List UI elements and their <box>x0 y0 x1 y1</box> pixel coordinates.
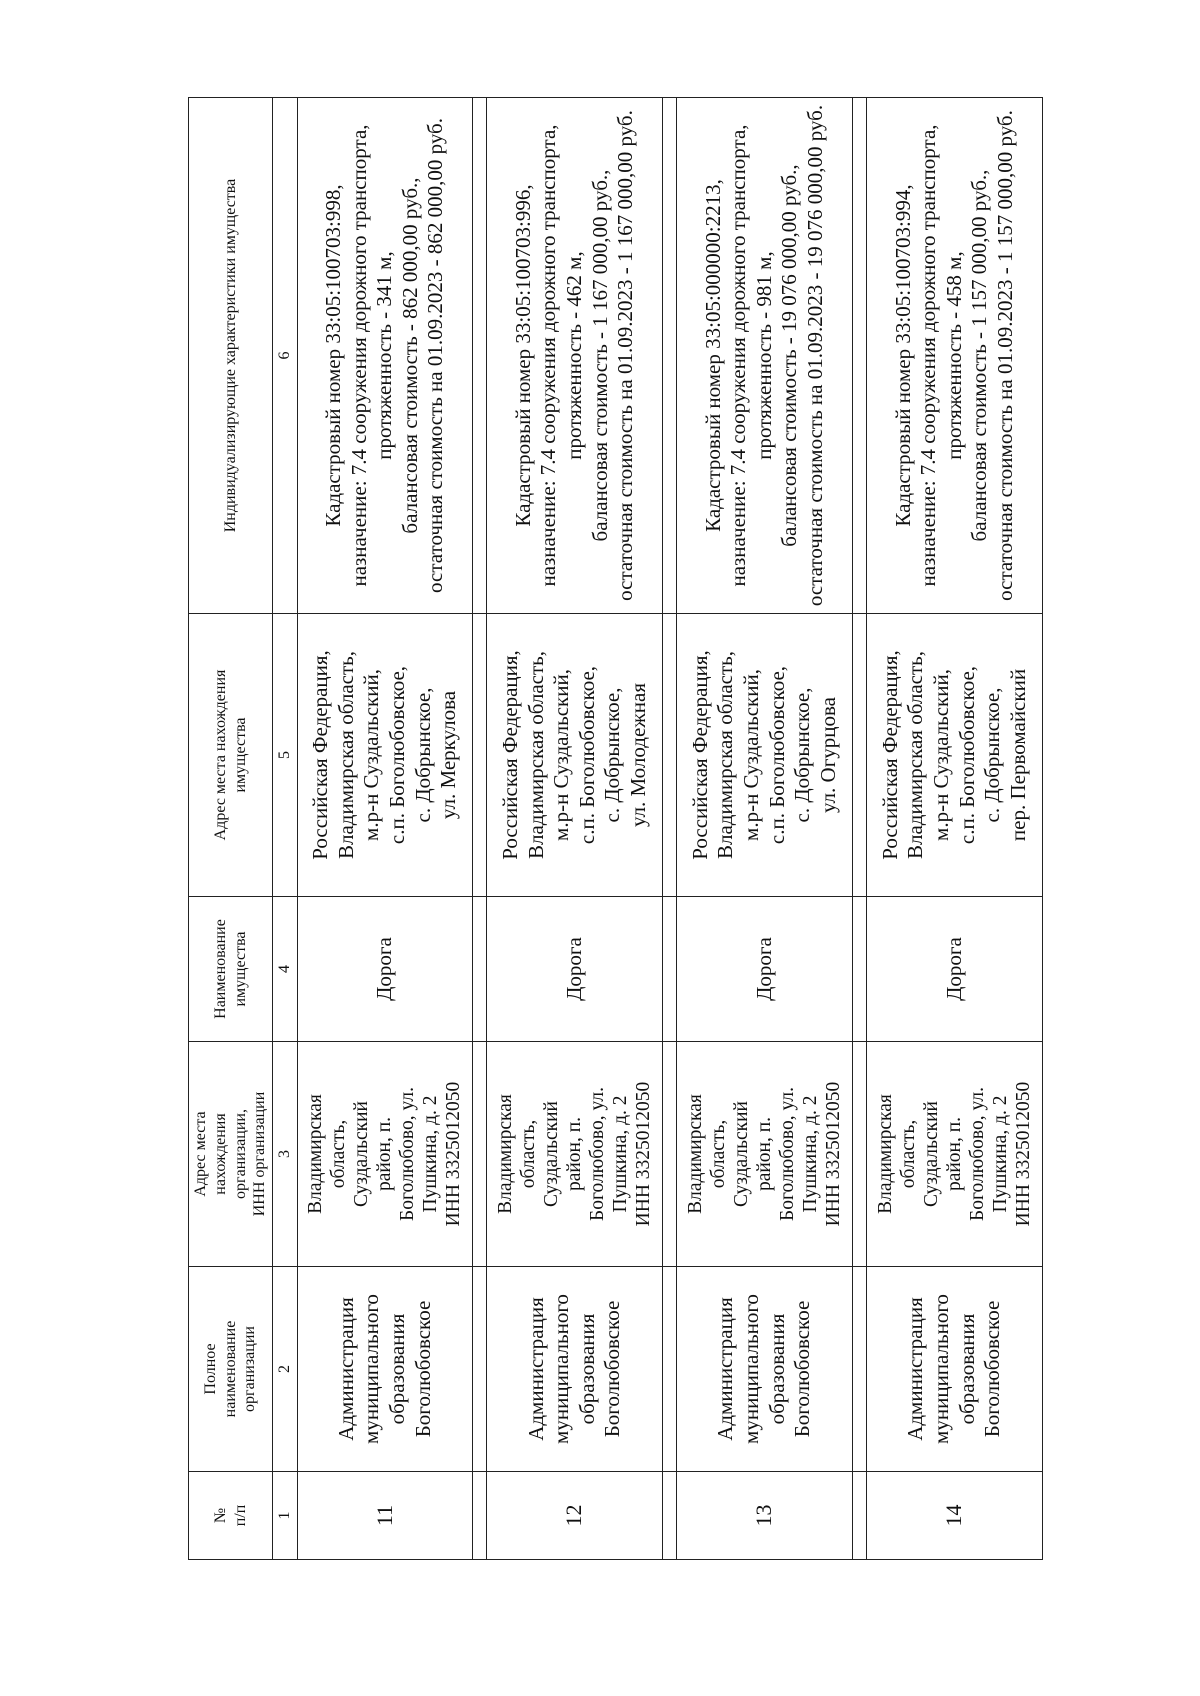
cell-org-name-line: муниципального <box>928 1294 953 1444</box>
cell-characteristics-line: балансовая стоимость - 19 076 000,00 руб., <box>777 164 802 547</box>
cell-characteristics-line: протяженность - 462 м, <box>562 251 586 460</box>
separator-cell <box>853 614 867 897</box>
table-row <box>867 98 1043 1560</box>
header-org-address: Адрес места нахождения организации, ИНН организации <box>189 1042 273 1267</box>
cell-org-name <box>677 1267 853 1472</box>
cell-asset-address-line: с.п. Боголюбовское, <box>764 665 789 845</box>
separator-cell <box>473 1042 487 1267</box>
separator-cell <box>663 1472 677 1560</box>
cell-characteristics-line: Кадастровый номер 33:05:100703:996, <box>510 184 535 527</box>
separator-cell <box>473 1472 487 1560</box>
cell-org-name-line: муниципального <box>739 1294 764 1444</box>
separator-cell <box>853 1042 867 1267</box>
rotated-table-sheet <box>188 98 1043 1560</box>
column-number: 5 <box>273 614 298 897</box>
cell-asset-address-line: с. Добрынское, <box>600 687 625 823</box>
cell-org-name-line: образования <box>574 1313 599 1425</box>
separator-cell <box>663 1042 677 1267</box>
column-number: 6 <box>273 98 298 614</box>
cell-characteristics-line: протяженность - 458 м, <box>941 251 966 460</box>
column-number: 3 <box>273 1042 298 1267</box>
cell-asset-address <box>677 614 853 897</box>
column-number-row <box>273 98 298 1560</box>
cell-org-address-line: район, п. <box>564 1116 586 1192</box>
cell-org-address-line: Суздальский <box>541 1101 563 1207</box>
cell-asset-address-line: м.р-н Суздальский, <box>739 669 764 841</box>
cell-characteristics-line: назначение: 7.4 сооружения дорожного транспорта, <box>726 124 751 587</box>
cell-characteristics-line: назначение: 7.4 сооружения дорожного транспорта, <box>916 124 941 587</box>
cell-number: 14 <box>867 1472 1043 1560</box>
cell-org-address-line: Владимирская <box>685 1094 707 1214</box>
cell-characteristics-line: протяженность - 981 м, <box>751 251 776 460</box>
cell-asset-address-line: с.п. Боголюбовское, <box>954 665 979 845</box>
table-row <box>677 98 853 1560</box>
cell-asset-address-line: м.р-н Суздальский, <box>359 669 384 841</box>
table-row <box>297 98 473 1560</box>
cell-asset-address-line: Владимирская область, <box>333 651 358 859</box>
cell-org-name-line: Боголюбовское <box>790 1300 815 1438</box>
cell-characteristics-line: остаточная стоимость на 01.09.2023 - 1 157 000,00 руб. <box>992 110 1017 601</box>
cell-asset-address-line: ул. Молодежная <box>626 682 651 828</box>
cell-org-address-line: область, <box>708 1119 730 1189</box>
cell-org-address-line: ИНН 3325012050 <box>443 1081 465 1227</box>
cell-org-address-line: Пушкина, д. 2 <box>990 1095 1012 1213</box>
separator-cell <box>853 1472 867 1560</box>
cell-characteristics-line: балансовая стоимость - 1 167 000,00 руб., <box>587 169 612 542</box>
cell-org-name <box>297 1267 473 1472</box>
cell-org-address-line: Боголюбово, ул. <box>397 1087 419 1221</box>
cell-asset-address <box>867 614 1043 897</box>
cell-asset-address <box>297 614 473 897</box>
cell-asset-address-line: Владимирская область, <box>523 651 548 859</box>
cell-org-address-line: Владимирская <box>875 1094 897 1214</box>
cell-number: 11 <box>297 1472 473 1560</box>
cell-asset-name: Дорога <box>297 897 473 1042</box>
separator-cell <box>663 897 677 1042</box>
cell-characteristics-line: балансовая стоимость - 862 000,00 руб., <box>397 177 422 534</box>
column-number: 2 <box>273 1267 298 1472</box>
cell-org-name <box>487 1267 663 1472</box>
cell-org-address-line: Суздальский <box>921 1101 943 1207</box>
cell-asset-address <box>487 614 663 897</box>
separator-cell <box>853 98 867 614</box>
table-header-row <box>189 98 273 1560</box>
cell-org-address-line: ИНН 3325012050 <box>633 1081 655 1227</box>
cell-org-address-line: Владимирская <box>495 1094 517 1214</box>
cell-org-address-line: область, <box>328 1119 350 1189</box>
cell-org-name-line: образования <box>764 1313 789 1425</box>
cell-org-address-line: Суздальский <box>731 1101 753 1207</box>
header-asset-address: Адрес места нахождения имущества <box>189 614 273 897</box>
cell-characteristics <box>867 98 1043 614</box>
header-org-name: Полное наименование организации <box>189 1267 273 1472</box>
cell-asset-address-line: с. Добрынское, <box>980 687 1005 823</box>
cell-org-address-line: Суздальский <box>351 1101 373 1207</box>
separator-cell <box>853 897 867 1042</box>
cell-characteristics-line: протяженность - 341 м, <box>372 251 397 460</box>
cell-org-address-line: Владимирская <box>305 1094 327 1214</box>
cell-org-address <box>867 1042 1043 1267</box>
cell-asset-address-line: м.р-н Суздальский, <box>928 669 953 841</box>
cell-org-address-line: Боголюбово, ул. <box>587 1087 609 1221</box>
cell-asset-address-line: Владимирская область, <box>903 651 928 859</box>
cell-asset-address-line: Российская Федерация, <box>308 650 333 860</box>
cell-org-address <box>297 1042 473 1267</box>
cell-characteristics <box>297 98 473 614</box>
cell-org-address-line: район, п. <box>754 1116 776 1192</box>
cell-characteristics-line: Кадастровый номер 33:05:000000:2213, <box>700 179 725 532</box>
cell-asset-address-line: с. Добрынское, <box>410 687 435 823</box>
cell-org-address-line: район, п. <box>374 1116 396 1192</box>
cell-org-address-line: ИНН 3325012050 <box>823 1081 845 1227</box>
cell-number: 12 <box>487 1472 663 1560</box>
cell-org-address <box>677 1042 853 1267</box>
cell-org-address-line: Пушкина, д. 2 <box>420 1095 442 1213</box>
cell-org-address <box>487 1042 663 1267</box>
cell-org-name-line: Боголюбовское <box>600 1300 625 1438</box>
cell-asset-name: Дорога <box>487 897 663 1042</box>
header-characteristics: Индивидуализирующие характеристики имущества <box>189 98 273 614</box>
cell-characteristics-line: балансовая стоимость - 1 157 000,00 руб., <box>967 169 992 542</box>
row-separator <box>853 98 867 1560</box>
cell-org-name-line: Администрация <box>523 1297 548 1441</box>
column-number: 4 <box>273 897 298 1042</box>
separator-cell <box>663 614 677 897</box>
cell-characteristics-line: остаточная стоимость на 01.09.2023 - 1 167 000,00 руб. <box>613 110 638 601</box>
cell-org-address-line: Пушкина, д. 2 <box>610 1095 632 1213</box>
cell-asset-address-line: пер. Первомайский <box>1005 668 1030 842</box>
cell-org-name-line: Администрация <box>333 1297 358 1441</box>
cell-org-name <box>867 1267 1043 1472</box>
cell-characteristics-line: назначение: 7.4 сооружения дорожного транспорта, <box>346 124 371 587</box>
cell-org-address-line: область, <box>518 1119 540 1189</box>
cell-org-address-line: ИНН 3325012050 <box>1013 1081 1035 1227</box>
separator-cell <box>473 614 487 897</box>
cell-asset-address-line: ул. Огурцова <box>815 696 840 814</box>
cell-asset-address-line: Российская Федерация, <box>687 650 712 860</box>
cell-org-address-line: Боголюбово, ул. <box>967 1087 989 1221</box>
header-asset-name: Наименование имущества <box>189 897 273 1042</box>
property-register-table <box>188 97 1043 1560</box>
cell-org-name-line: Боголюбовское <box>410 1300 435 1438</box>
cell-asset-name: Дорога <box>677 897 853 1042</box>
separator-cell <box>473 897 487 1042</box>
separator-cell <box>663 98 677 614</box>
row-separator <box>663 98 677 1560</box>
cell-org-address-line: Пушкина, д. 2 <box>800 1095 822 1213</box>
cell-asset-address-line: м.р-н Суздальский, <box>549 669 574 841</box>
cell-characteristics <box>677 98 853 614</box>
cell-asset-name: Дорога <box>867 897 1043 1042</box>
cell-org-name-line: Администрация <box>713 1297 738 1441</box>
table-body <box>297 98 1042 1560</box>
cell-number: 13 <box>677 1472 853 1560</box>
cell-org-name-line: Боголюбовское <box>980 1300 1005 1438</box>
table-row <box>487 98 663 1560</box>
cell-org-name-line: образования <box>954 1313 979 1425</box>
separator-cell <box>663 1267 677 1472</box>
header-number: № п/п <box>189 1472 273 1560</box>
cell-characteristics-line: назначение: 7.4 сооружения дорожного транспорта, <box>536 124 561 587</box>
row-separator <box>473 98 487 1560</box>
cell-org-address-line: район, п. <box>944 1116 966 1192</box>
separator-cell <box>473 1267 487 1472</box>
cell-characteristics <box>487 98 663 614</box>
cell-org-address-line: Боголюбово, ул. <box>777 1087 799 1221</box>
separator-cell <box>473 98 487 614</box>
cell-asset-address-line: с.п. Боголюбовское, <box>574 665 599 845</box>
cell-org-name-line: Администрация <box>903 1297 928 1441</box>
cell-characteristics-line: Кадастровый номер 33:05:100703:998, <box>320 184 345 527</box>
cell-asset-address-line: Владимирская область, <box>713 651 738 859</box>
cell-characteristics-line: остаточная стоимость на 01.09.2023 - 862 000,00 руб. <box>423 118 448 593</box>
cell-asset-address-line: ул. Меркулова <box>436 690 461 820</box>
cell-asset-address-line: Российская Федерация, <box>497 650 522 860</box>
cell-characteristics-line: остаточная стоимость на 01.09.2023 - 19 076 000,00 руб. <box>803 104 828 607</box>
cell-characteristics-line: Кадастровый номер 33:05:100703:994, <box>890 184 915 527</box>
cell-asset-address-line: Российская Федерация, <box>877 650 902 860</box>
cell-org-name-line: муниципального <box>549 1294 574 1444</box>
cell-asset-address-line: с. Добрынское, <box>790 687 815 823</box>
cell-asset-address-line: с.п. Боголюбовское, <box>384 665 409 845</box>
cell-org-name-line: муниципального <box>359 1294 384 1444</box>
cell-org-address-line: область, <box>898 1119 920 1189</box>
column-number: 1 <box>273 1472 298 1560</box>
separator-cell <box>853 1267 867 1472</box>
cell-org-name-line: образования <box>384 1313 409 1425</box>
